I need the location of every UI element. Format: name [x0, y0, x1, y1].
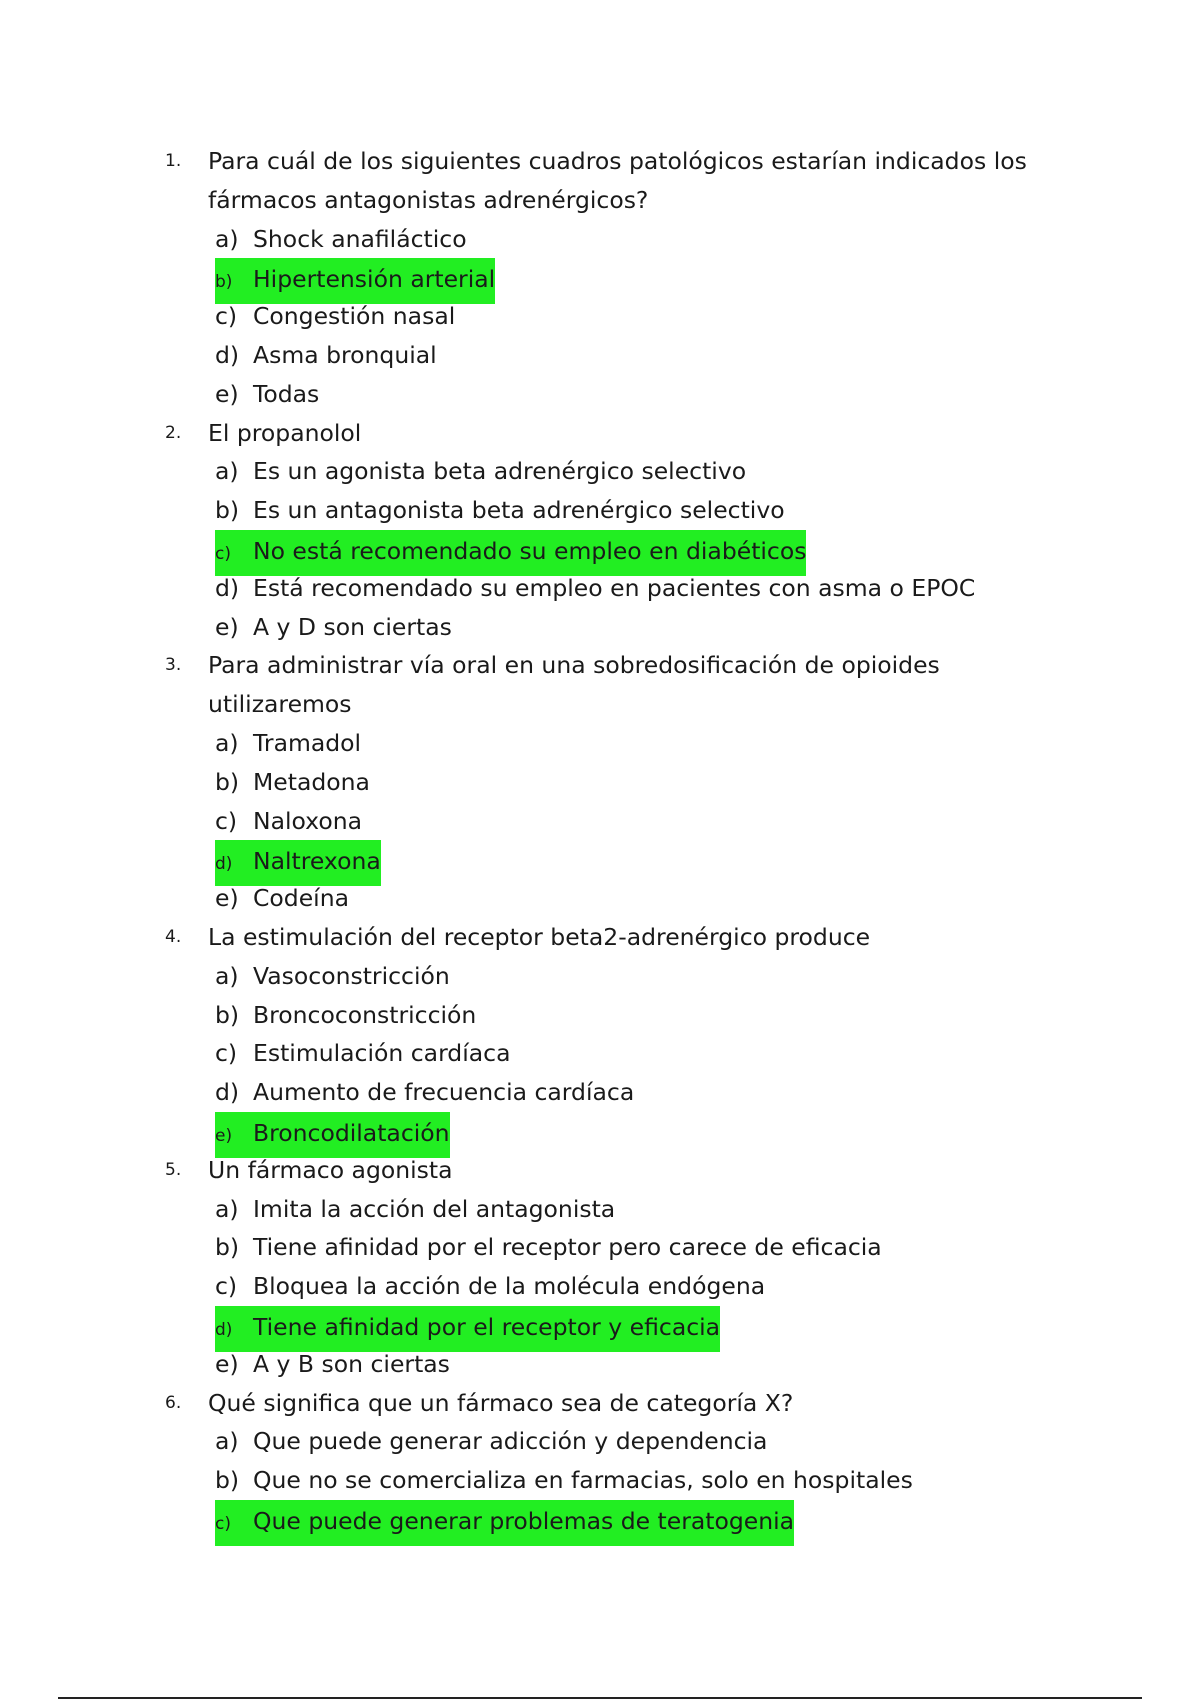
option-line	[165, 1422, 1065, 1461]
option-line	[165, 336, 1065, 375]
question-line	[165, 414, 1065, 453]
option-letter: c)	[215, 1513, 231, 1534]
option-text: Es un agonista beta adrenérgico selectivo	[253, 457, 747, 486]
answer-option	[215, 452, 746, 491]
option-line	[165, 452, 1065, 491]
question-line	[165, 1384, 1065, 1423]
option-text: Que puede generar adicción y dependencia	[253, 1427, 768, 1456]
option-text: A y D son ciertas	[253, 612, 452, 641]
option-letter: b)	[215, 767, 240, 796]
option-text: Aumento de frecuencia cardíaca	[253, 1078, 635, 1107]
option-text: Que no se comercializa en farmacias, solo en hospitales	[253, 1466, 913, 1495]
option-line	[165, 802, 1065, 841]
option-text: Tiene afinidad por el receptor y eficacia	[253, 1312, 721, 1341]
question-line	[165, 646, 1065, 685]
question-block	[165, 142, 1065, 414]
question-block	[165, 414, 1065, 647]
option-line	[165, 1190, 1065, 1229]
answer-option	[215, 608, 452, 647]
option-letter: b)	[215, 1233, 240, 1262]
answer-option	[215, 1228, 882, 1267]
option-letter: b)	[215, 1466, 240, 1495]
option-letter: e)	[215, 884, 239, 913]
option-line	[165, 996, 1065, 1035]
answer-option	[215, 220, 467, 259]
option-line	[165, 1228, 1065, 1267]
option-line	[165, 569, 1065, 608]
question-text: utilizaremos	[208, 690, 352, 719]
option-letter: c)	[215, 1039, 238, 1068]
question-line	[165, 142, 1065, 181]
option-text: Broncoconstricción	[253, 1000, 477, 1029]
option-letter: a)	[215, 728, 239, 757]
question-text: Para administrar vía oral en una sobredosificación de opioides	[208, 651, 940, 680]
option-line	[165, 840, 1065, 879]
option-letter: a)	[215, 1427, 239, 1456]
answer-option	[215, 1461, 913, 1500]
option-line	[165, 1461, 1065, 1500]
question-line	[165, 1151, 1065, 1190]
answer-option	[215, 569, 975, 608]
option-letter: e)	[215, 612, 239, 641]
answer-option	[215, 763, 370, 802]
option-text: Codeína	[253, 884, 349, 913]
question-line	[165, 181, 1065, 220]
question-number: 4.	[165, 926, 182, 947]
option-text: Bloquea la acción de la molécula endógena	[253, 1272, 766, 1301]
option-text: Hipertensión arterial	[253, 265, 496, 294]
option-line	[165, 375, 1065, 414]
option-line	[165, 220, 1065, 259]
option-letter: c)	[215, 1272, 238, 1301]
option-text: Que puede generar problemas de teratogenia	[253, 1506, 795, 1535]
option-letter: e)	[215, 379, 239, 408]
option-text: A y B son ciertas	[253, 1349, 450, 1378]
question-block	[165, 646, 1065, 918]
answer-option	[215, 724, 361, 763]
footer-rule	[58, 1697, 1142, 1699]
option-line	[165, 763, 1065, 802]
answer-option	[215, 491, 785, 530]
option-letter: e)	[215, 1349, 239, 1378]
option-letter: d)	[215, 573, 240, 602]
option-letter: d)	[215, 854, 233, 875]
question-text: La estimulación del receptor beta2-adrenérgico produce	[208, 922, 871, 951]
answer-option	[215, 1422, 767, 1461]
option-text: Vasoconstricción	[253, 961, 450, 990]
option-line	[165, 1306, 1065, 1345]
option-letter: a)	[215, 224, 239, 253]
question-number: 3.	[165, 655, 182, 676]
option-text: Imita la acción del antagonista	[253, 1194, 616, 1223]
answer-option	[215, 802, 362, 841]
option-line	[165, 1345, 1065, 1384]
option-text: Metadona	[253, 767, 370, 796]
option-line	[165, 879, 1065, 918]
question-number: 6.	[165, 1392, 182, 1413]
answer-option	[215, 879, 349, 918]
question-block	[165, 1151, 1065, 1384]
question-text: fármacos antagonistas adrenérgicos?	[208, 185, 649, 214]
option-letter: a)	[215, 457, 239, 486]
option-letter: c)	[215, 806, 238, 835]
option-letter: b)	[215, 272, 233, 293]
question-line	[165, 918, 1065, 957]
option-letter: d)	[215, 1319, 233, 1340]
option-letter: d)	[215, 1078, 240, 1107]
option-line	[165, 1073, 1065, 1112]
option-letter: b)	[215, 496, 240, 525]
option-line	[165, 957, 1065, 996]
question-text: Qué significa que un fármaco sea de categoría X?	[208, 1388, 794, 1417]
option-text: Todas	[253, 379, 320, 408]
question-text: Para cuál de los siguientes cuadros patológicos estarían indicados los	[208, 147, 1027, 175]
question-number: 2.	[165, 422, 182, 443]
question-text: El propanolol	[208, 418, 362, 447]
option-letter: a)	[215, 1194, 239, 1223]
option-text: Shock anafiláctico	[253, 224, 467, 253]
answer-option	[215, 1073, 634, 1112]
option-line	[165, 491, 1065, 530]
option-letter: c)	[215, 302, 238, 331]
question-block	[165, 1384, 1065, 1539]
option-text: Naltrexona	[253, 847, 381, 876]
answer-option	[215, 1190, 615, 1229]
question-block	[165, 918, 1065, 1151]
option-text: Estimulación cardíaca	[253, 1039, 511, 1068]
correct-answer-highlight	[215, 1500, 794, 1546]
option-text: No está recomendado su empleo en diabéticos	[253, 536, 807, 565]
answer-option	[215, 336, 437, 375]
option-text: Es un antagonista beta adrenérgico selectivo	[253, 496, 785, 525]
question-number: 1.	[165, 151, 182, 171]
answer-option	[215, 1034, 510, 1073]
option-letter: c)	[215, 543, 231, 564]
option-text: Naloxona	[253, 806, 363, 835]
answer-option	[215, 1267, 765, 1306]
option-line	[165, 1267, 1065, 1306]
option-line	[165, 724, 1065, 763]
question-text: Un fármaco agonista	[208, 1155, 453, 1184]
answer-option	[215, 375, 319, 414]
option-letter: a)	[215, 961, 239, 990]
option-letter: b)	[215, 1000, 240, 1029]
question-line	[165, 685, 1065, 724]
question-number: 5.	[165, 1159, 182, 1180]
answer-option	[215, 957, 450, 996]
option-text: Está recomendado su empleo en pacientes con asma o EPOC	[253, 573, 976, 602]
option-line	[165, 530, 1065, 569]
option-text: Broncodilatación	[253, 1118, 450, 1147]
option-text: Asma bronquial	[253, 340, 437, 369]
option-line	[165, 608, 1065, 647]
answer-option	[215, 297, 455, 336]
option-line	[165, 1112, 1065, 1151]
answer-option	[215, 996, 476, 1035]
option-text: Tiene afinidad por el receptor pero carece de eficacia	[253, 1233, 882, 1262]
option-text: Tramadol	[253, 728, 362, 757]
option-line	[165, 1500, 1065, 1539]
option-letter: e)	[215, 1125, 233, 1146]
option-letter: d)	[215, 340, 240, 369]
option-line	[165, 1034, 1065, 1073]
option-text: Congestión nasal	[253, 302, 456, 331]
option-line	[165, 297, 1065, 336]
answer-option	[215, 1345, 450, 1384]
option-line	[165, 258, 1065, 297]
quiz-list	[165, 142, 1065, 1539]
